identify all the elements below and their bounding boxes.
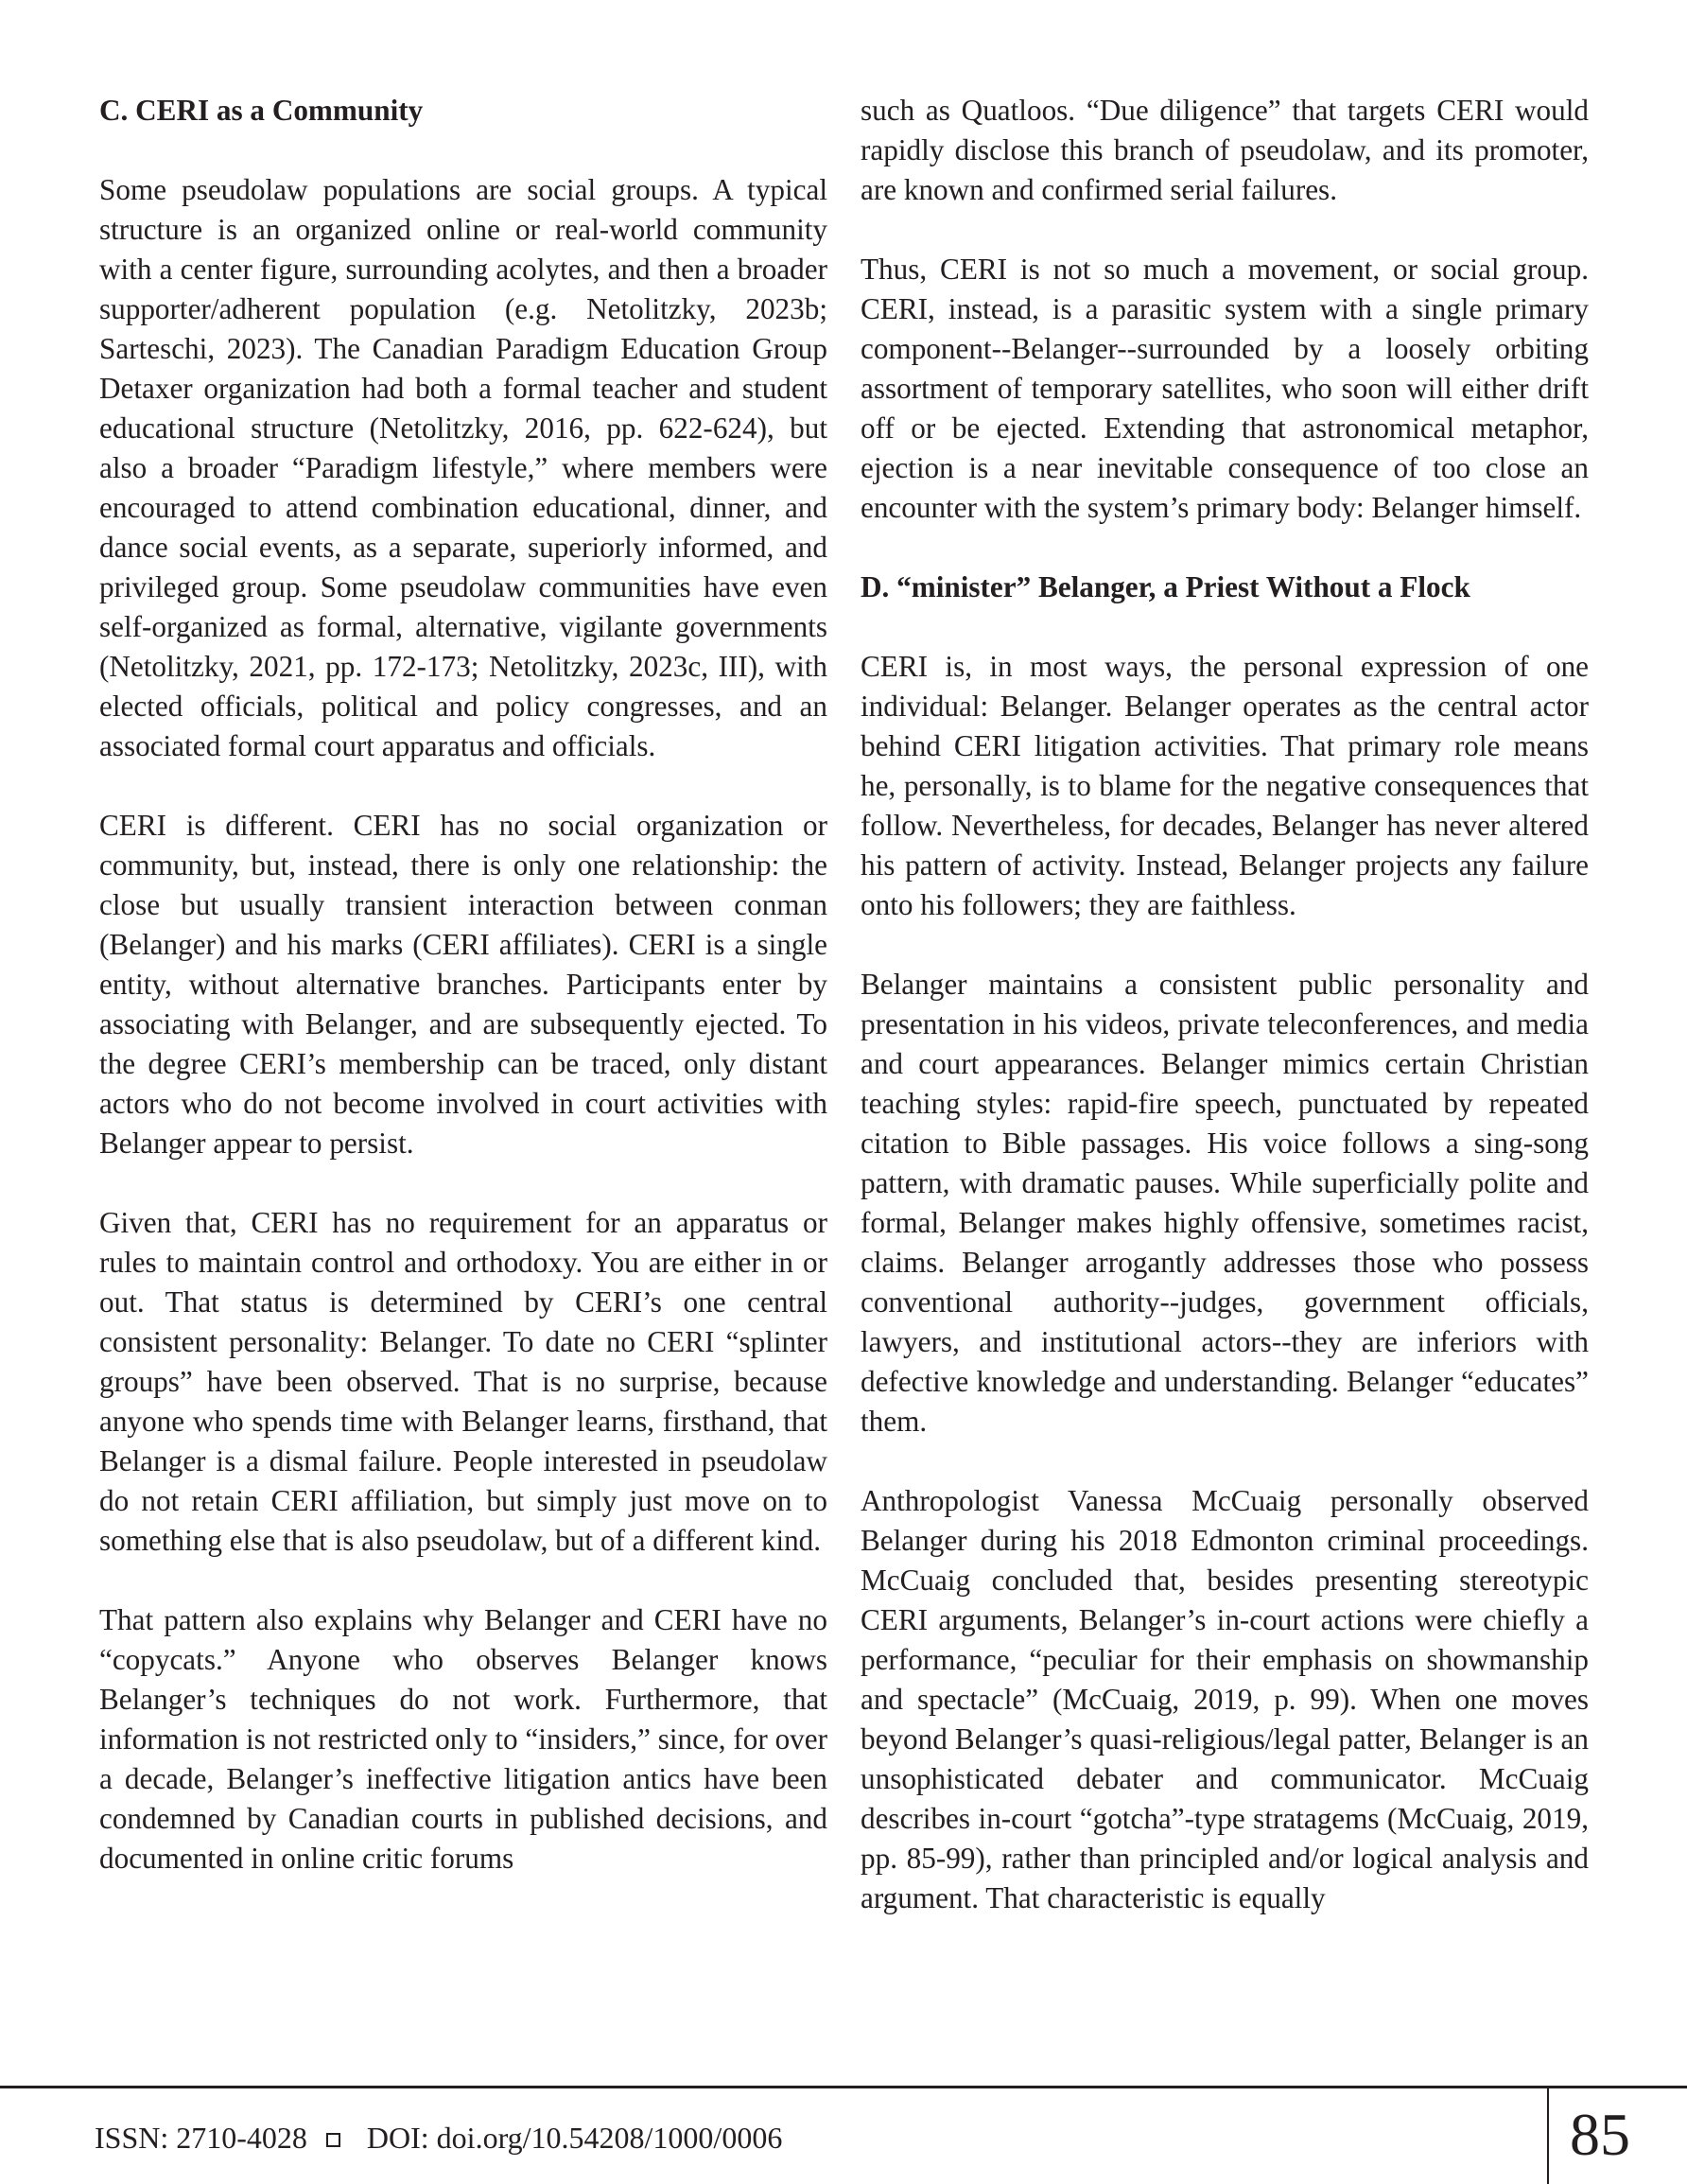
paragraph: CERI is, in most ways, the personal expression of one individual: Belanger. Belanger operates as the central actor behind CERI litigation activities. That primary role means he, personally, is to blame for the negative consequences that follow. Nevertheless, for decades, Belanger has never altered his pattern of activity. Instead, Belanger projects any failure onto his followers; they are faithless.	[861, 650, 1589, 921]
paragraph: such as Quatloos. “Due diligence” that targets CERI would rapidly disclose this branch of pseudolaw, and its promoter, are known and confirmed serial failures.	[861, 94, 1589, 206]
section-heading-c: C. CERI as a Community	[99, 94, 424, 127]
page-number: 85	[1570, 2101, 1630, 2168]
section-heading-d: D. “minister” Belanger, a Priest Without a Flock	[861, 570, 1470, 603]
doi: DOI: doi.org/10.54208/1000/0006	[366, 2121, 783, 2155]
paragraph: Belanger maintains a consistent public personality and presentation in his videos, private teleconferences, and media and court appearances. Belanger mimics certain Christian teaching styles: rapid-fire speech, punctuated by repeated citation to Bible passages. His voice follows a sing-song pattern, with dramatic pauses. While superficially polite and formal, Belanger makes highly offensive, sometimes racist, claims. Belanger arrogantly addresses those who possess conventional authority--judges, government officials, lawyers, and institutional actors--they are inferiors with defective knowledge and understanding. Belanger “educates” them.	[861, 968, 1589, 1438]
left-column	[99, 91, 827, 1918]
paragraph: CERI is different. CERI has no social organization or community, but, instead, there is only one relationship: the close but usually transient interaction between conman (Belanger) and his marks (CERI affiliates). CERI is a single entity, without alternative branches. Participants enter by associating with Belanger, and are subsequently ejected. To the degree CERI’s membership can be traced, only distant actors who do not become involved in court activities with Belanger appear to persist.	[99, 809, 827, 1160]
paragraph: Thus, CERI is not so much a movement, or social group. CERI, instead, is a parasitic system with a single primary component--Belanger--surrounded by a loosely orbiting assortment of temporary satellites, who soon will either drift off or be ejected. Extending that astronomical metaphor, ejection is a near inevitable consequence of too close an encounter with the system’s primary body: Belanger himself.	[861, 253, 1589, 524]
paragraph: Given that, CERI has no requirement for an apparatus or rules to maintain control and orthodoxy. You are either in or out. That status is determined by CERI’s one central consistent personality: Belanger. To date no CERI “splinter groups” have been observed. That is no surprise, because anyone who spends time with Belanger learns, firsthand, that Belanger is a dismal failure. People interested in pseudolaw do not retain CERI affiliation, but simply just move on to something else that is also pseudolaw, but of a different kind.	[99, 1206, 827, 1557]
square-icon	[326, 2133, 340, 2147]
paragraph: That pattern also explains why Belanger and CERI have no “copycats.” Anyone who observes Belanger knows Belanger’s techniques do not work. Furthermore, that information is not restricted only to “insiders,” since, for over a decade, Belanger’s ineffective litigation antics have been condemned by Canadian courts in published decisions, and documented in online critic forums	[99, 1603, 827, 1875]
right-column	[861, 91, 1589, 1958]
footer-vertical-divider	[1547, 2086, 1549, 2184]
paragraph: Anthropologist Vanessa McCuaig personally observed Belanger during his 2018 Edmonton criminal proceedings. McCuaig concluded that, besides presenting stereotypic CERI arguments, Belanger’s in-court actions were chiefly a performance, “peculiar for their emphasis on showmanship and spectacle” (McCuaig, 2019, p. 99). When one moves beyond Belanger’s quasi-religious/legal patter, Belanger is an unsophisticated debater and communicator. McCuaig describes in-court “gotcha”-type stratagems (McCuaig, 2019, pp. 85-99), rather than principled and/or logical analysis and argument. That characteristic is equally	[861, 1484, 1589, 1914]
footer-citation	[95, 2119, 782, 2157]
issn: ISSN: 2710-4028	[95, 2121, 307, 2155]
footer-divider	[0, 2086, 1687, 2088]
paragraph: Some pseudolaw populations are social groups. A typical structure is an organized online or real-world community with a center figure, surrounding acolytes, and then a broader supporter/adherent population (e.g. Netolitzky, 2023b; Sarteschi, 2023). The Canadian Paradigm Education Group Detaxer organization had both a formal teacher and student educational structure (Netolitzky, 2016, pp. 622-624), but also a broader “Paradigm lifestyle,” where members were encouraged to attend combination educational, dinner, and dance social events, as a separate, superiorly informed, and privileged group. Some pseudolaw communities have even self-organized as formal, alternative, vigilante governments (Netolitzky, 2021, pp. 172-173; Netolitzky, 2023c, III), with elected officials, political and policy congresses, and an associated formal court apparatus and officials.	[99, 173, 827, 762]
